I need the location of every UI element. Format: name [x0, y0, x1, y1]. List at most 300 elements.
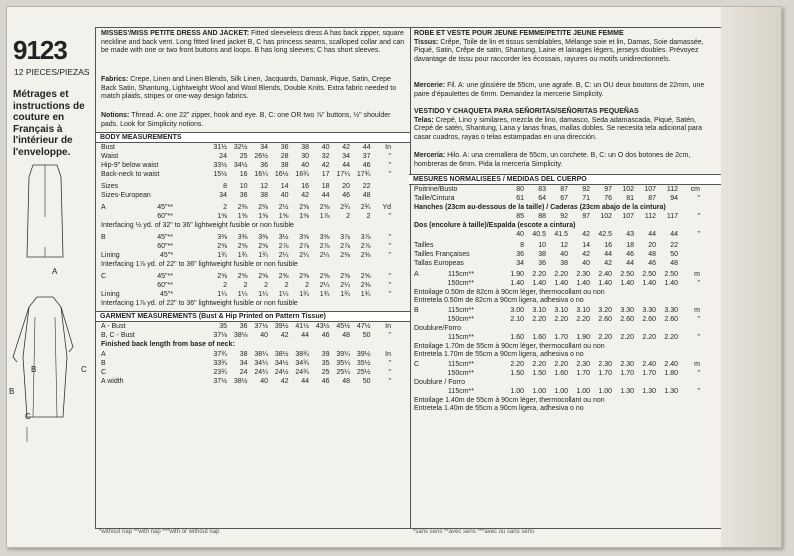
garment-row-label: B, C - Bust — [101, 332, 135, 339]
yardage-a-row-value: 2⅝ — [299, 204, 309, 211]
garment-row-value: 39½ — [274, 323, 289, 330]
yardage-c-row-value: 2⅝ — [340, 273, 350, 280]
garment-back-views — [7, 157, 95, 477]
interfacing-b: Interfacing 1⅞ yd. of 22" to 36" lightweight fusible or non fusible — [101, 261, 298, 268]
yardage-c-row-value: 1¾ — [299, 291, 309, 298]
fr-b-row-label: Doublure/Forro — [414, 325, 462, 332]
merceria-label: Mercería: — [414, 152, 446, 159]
length-row-value: 34 — [239, 360, 248, 367]
yardage-a-row — [101, 213, 401, 221]
tailles-row-value: 14 — [582, 242, 590, 249]
fr-b-row-value: 2.60 — [642, 316, 656, 323]
length-row-value: 24 — [239, 369, 248, 376]
fr-a-row-value: 2.50 — [664, 271, 678, 278]
hanches-row-value: 112 — [644, 213, 656, 220]
pattern-number: 9123 — [13, 35, 67, 65]
body-row-value: In — [385, 144, 391, 151]
yardage-a-row-value: 1⅝ — [258, 213, 268, 220]
figure-label-b2: B — [9, 387, 15, 396]
body-row-value: 32 — [321, 153, 330, 160]
yardage-b-row-value: 2¼ — [278, 252, 289, 259]
description — [101, 30, 405, 56]
length-row-value: 38¼ — [254, 351, 268, 358]
yardage-a-row-value: 2⅜ — [258, 204, 268, 211]
length-row-value: 39 — [321, 351, 330, 358]
length-row-value: 38¾ — [295, 351, 309, 358]
yardage-a-row-value: 2 — [346, 213, 350, 220]
mesures-header: MESURES NORMALISEES / MEDIDAS DEL CUERPO — [409, 174, 721, 185]
notions-text: Thread. A: one 22" zipper, hook and eye. B, C: one OR two ⅞" buttons, ½" shoulder pads. Look for Simplicity notions. — [101, 112, 391, 128]
body-row — [101, 162, 401, 170]
yardage-b-row-value: 2⅝ — [237, 243, 248, 250]
yardage-b-row-value: 3⅜ — [258, 234, 268, 241]
fr-b-row-value: 1.60 — [510, 334, 524, 341]
tallas-row-value: 46 — [648, 260, 656, 267]
fr-c-row-value: 1.70 — [620, 370, 634, 377]
fr-b-row-width: 115cm** — [448, 307, 474, 314]
tailles-fr-row-value: 36 — [516, 251, 524, 258]
tailles-fr-row — [414, 251, 714, 259]
garment-row-value: 36 — [239, 323, 248, 330]
yardage-c-row — [101, 291, 401, 299]
length-row-value: 38½ — [233, 378, 248, 385]
hanches-row-value: 117 — [666, 213, 678, 220]
yardage-c-row-value: 2⅝ — [258, 273, 268, 280]
tailles-fr-row-value: 46 — [626, 251, 634, 258]
yardage-b-row-value: 1¾ — [217, 252, 227, 259]
tissus-label: Tissus: — [414, 38, 439, 46]
length-row-value: 25 — [321, 369, 330, 376]
yardage-b-row-value: " — [388, 234, 391, 241]
fr-a-row — [414, 280, 714, 288]
fabrics — [101, 76, 405, 102]
fr-c-row-value: 1.80 — [664, 370, 678, 377]
sizes-eu-row-value: 44 — [321, 192, 330, 199]
fabrics-text: Crepe, Linen and Linen Blends, Silk Linen, Jacquards, Damask, Pique, Satin, Crepe Back Satin, Shantung, Lightweight Wool and Wool Blends, Double Knits. Extra fabric needed to match plaids, stripes or one-way design fabrics. — [101, 76, 397, 101]
tailles-row-value: 18 — [626, 242, 634, 249]
sizes-row-value: 8 — [223, 183, 227, 190]
yardage-c-row-value: 2¼ — [319, 282, 330, 289]
fr-c-row-value: 1.60 — [554, 370, 568, 377]
length-row-value: 50 — [362, 378, 371, 385]
body-row — [101, 153, 401, 161]
fr-a-entretela: Entretela 0.50m de 82cm a 90cm ligera, adhesiva o no — [414, 297, 584, 304]
yardage-b-row-value: " — [388, 243, 391, 250]
sizes-eu-row-value: 46 — [342, 192, 350, 199]
fr-c-row-width: 115cm** — [448, 361, 474, 368]
fr-a-row — [414, 271, 714, 279]
yardage-c-row-value: " — [388, 291, 391, 298]
fr-c-row-value: 1.50 — [532, 370, 546, 377]
fr-a-row-value: 1.40 — [620, 280, 634, 287]
fr-c-row-value: " — [697, 388, 700, 395]
yardage-c-row — [101, 273, 401, 281]
length-row-value: 34½ — [274, 360, 289, 367]
notions-label: Notions: — [101, 112, 130, 119]
yardage-c-row-value: " — [388, 273, 391, 280]
fr-c-row-value: 1.30 — [620, 388, 634, 395]
body-row-value: 46 — [362, 162, 371, 169]
fr-a-row-value: " — [697, 280, 700, 287]
length-row-value: " — [388, 360, 391, 367]
yardage-b-row-value: 3⅝ — [299, 234, 309, 241]
fr-b-row-value: 3.10 — [554, 307, 568, 314]
fr-a-row-value: 1.90 — [510, 271, 524, 278]
body-row-value: 36 — [280, 144, 289, 151]
fr-c-row-value: 2.30 — [620, 361, 634, 368]
yardage-b-row-value: 3½ — [278, 234, 289, 241]
length-row-value: 25½ — [356, 369, 371, 376]
mesures-row — [414, 186, 714, 194]
yardage-b-row-value: 3⅞ — [340, 234, 350, 241]
fr-b-row-value: 1.70 — [554, 334, 568, 341]
fr-c-row-value: 2.40 — [664, 361, 678, 368]
fr-b-row-width: 150cm** — [447, 316, 474, 323]
length-row-label: B — [101, 360, 106, 367]
yardage-a-row-value: 2½ — [278, 204, 289, 211]
tallas-row-value: 36 — [538, 260, 546, 267]
length-row-value: 23¾ — [213, 369, 227, 376]
yardage-c-row-width: 45"* — [160, 291, 173, 298]
yardage-c-row-value: 1¼ — [237, 291, 248, 298]
body-row-value: 44 — [342, 162, 350, 169]
yardage-a-row-value: Yd — [382, 204, 391, 211]
dos-row-value: 43 — [626, 231, 634, 238]
sizes-eu-row — [101, 192, 401, 200]
length-row-value: 35¼ — [336, 360, 350, 367]
fr-description — [414, 30, 716, 64]
garment-row-value: 50 — [362, 332, 371, 339]
garment-row-value: 35 — [219, 323, 227, 330]
yardage-b-row-value: 3⅜ — [237, 234, 248, 241]
yardage-a-row-value: 2⅜ — [237, 204, 248, 211]
yardage-b-row-value: 2⅞ — [340, 243, 350, 250]
garment-row-value: 43½ — [315, 323, 330, 330]
yardage-c-row-value: 2⅝ — [360, 273, 371, 280]
mesures-row-value: cm — [690, 186, 700, 193]
body-row-value: " — [388, 153, 391, 160]
yardage-a-row — [101, 204, 401, 212]
fr-c-row-value: 2.20 — [532, 361, 546, 368]
footnotes — [95, 529, 721, 543]
garment-row-value: In — [385, 323, 391, 330]
yardage-c-row-width: 60"** — [157, 282, 173, 289]
tissus-text: Crêpe, Toile de lin et tissus semblables, Mélange soie et lin, Damas, Soie damassée, Piqué, Satin, Crêpe de satin, Shantung, Laine et lainages légers, jerseys doubles. Prévoyez davantage de tissu pour raccorder les écossais, rayures ou motifs unidirectionnels. — [414, 38, 704, 63]
body-row-value: 32½ — [233, 144, 248, 151]
body-row-value: 17 — [321, 171, 330, 178]
description-title: MISSES'/MISS PETITE DRESS AND JACKET: — [101, 30, 250, 37]
tallas-row-value: 42 — [604, 260, 612, 267]
yardage-c-row-value: 2 — [223, 282, 227, 289]
tailles-fr-row-value: 38 — [538, 251, 546, 258]
garment-row-value: 40 — [260, 332, 268, 339]
sizes-row-value: 22 — [362, 183, 371, 190]
description-text: Fitted sleeveless dress A has back zipper, square neckline and back vent. Long fitted lined jacket B, C has princess seams, scalloped collar and can be made with one or two front buttons and loops. B has long sleeves; C has short sleeves. — [101, 30, 405, 55]
yardage-c-row-label: Lining — [101, 291, 120, 298]
yardage-b-row-value: 3⅝ — [319, 234, 330, 241]
fr-a-row-value: 1.40 — [664, 280, 678, 287]
length-row-value: 44 — [301, 378, 309, 385]
tallas-row-label: Tallas Europeas — [414, 260, 464, 267]
dos-row-value: " — [697, 231, 700, 238]
body-row-value: 28 — [280, 153, 289, 160]
body-row-value: 16½ — [274, 171, 289, 178]
sizes-eu-row-value: 36 — [239, 192, 248, 199]
body-row-value: 34 — [260, 144, 268, 151]
fr-a-row-value: 1.40 — [510, 280, 524, 287]
mesures-row-value: 112 — [666, 186, 678, 193]
fr-b-row-value: 2.20 — [576, 316, 590, 323]
length-row-value: 34¼ — [254, 360, 268, 367]
merceria — [414, 152, 716, 169]
fr-c-row-value: 1.70 — [598, 370, 612, 377]
fr-b-row-value: 1.60 — [532, 334, 546, 341]
yardage-b-row-value: " — [388, 252, 391, 259]
mesures-row-value: 81 — [626, 195, 634, 202]
tailles-fr-row-value: 44 — [604, 251, 612, 258]
yardage-c-row-value: 2 — [243, 282, 248, 289]
hanches-row-value: 88 — [538, 213, 546, 220]
fr-b-row — [414, 316, 714, 324]
yardage-c-row-value: 1¼ — [278, 291, 289, 298]
hanches-row-value: 85 — [516, 213, 524, 220]
length-row-value: 34¾ — [295, 360, 309, 367]
fr-c-entretela: Entretela 1.40m de 55cm a 90cm ligera, adhesiva o no — [414, 405, 584, 412]
yardage-b-row-value: 2¼ — [299, 252, 309, 259]
fr-b-row-value: 3.10 — [576, 307, 590, 314]
fr-b-entretela: Entretela 1.70m de 55cm a 90cm ligera, adhesiva o no — [414, 351, 584, 358]
tallas-row-value: 40 — [582, 260, 590, 267]
telas-text: Crepé, Lino y similares, mezcla de lino, damasco, Seda adamascada, Piqué, Satén, Crepé de satén, Shantung, Lana y lanas finas, mallas dobles. Se necesita tela adicional para casar cuadros, rayas o telas estampadas en una dirección. — [414, 116, 702, 141]
sizes-row-value: 20 — [342, 183, 350, 190]
merceria-text: Hilo. A: una cremallera de 55cm, un corchete. B, C: un O dos botones de 2cm, hombreras de 6mm. Pida la mercería Simplicity. — [414, 152, 691, 168]
yardage-b-row-value: 2⅝ — [217, 243, 227, 250]
fr-a-row-value: 2.20 — [532, 271, 546, 278]
sizes-eu-row-value: 38 — [260, 192, 268, 199]
fr-c-entoilage: Entoilage 1.40m de 55cm à 90cm léger, thermocollant ou non — [414, 397, 605, 404]
figure-label-c2: C — [25, 412, 31, 421]
left-column — [7, 7, 95, 547]
yardage-b-row — [101, 252, 401, 260]
envelope-edge — [721, 7, 781, 547]
fr-c-row-value: m — [694, 361, 700, 368]
fr-b-row-value: 2.60 — [664, 316, 678, 323]
fr-c-row-value: 1.70 — [642, 370, 656, 377]
garment-row-value: " — [388, 332, 391, 339]
telas-label: Telas: — [414, 116, 434, 124]
fr-c-row-width: 150cm** — [447, 370, 474, 377]
tailles-row-value: 10 — [538, 242, 546, 249]
length-row-value: 24¼ — [254, 369, 268, 376]
sizes-row-value: 16 — [301, 183, 309, 190]
garment-row-value: 44 — [301, 332, 309, 339]
es-description — [414, 108, 716, 142]
length-row-value: 46 — [321, 378, 330, 385]
dos-row-value: 44 — [648, 231, 656, 238]
sizes-eu-row-label: Sizes-European — [101, 192, 151, 199]
fr-b-row-value: 1.90 — [576, 334, 590, 341]
body-row-value: 33½ — [213, 162, 227, 169]
fr-b-row — [414, 325, 714, 333]
mesures-row-label: Poitrine/Busto — [414, 186, 458, 193]
fr-c-row-value: 2.40 — [642, 361, 656, 368]
fr-b-row-value: 2.20 — [664, 334, 678, 341]
mesures-row-value: 94 — [670, 195, 678, 202]
fr-b-row-value: 3.30 — [642, 307, 656, 314]
fr-c-row — [414, 388, 714, 396]
tailles-row-value: 16 — [604, 242, 612, 249]
yardage-a-row-value: 1⅝ — [217, 213, 227, 220]
mercerie-label: Mercerie: — [414, 82, 446, 89]
length-row-value: 37¾ — [213, 351, 227, 358]
fr-c-row-value: 2.30 — [576, 361, 590, 368]
fr-c-row — [414, 370, 714, 378]
mercerie — [414, 82, 716, 99]
yardage-b-row-value: 2⅞ — [360, 243, 371, 250]
sizes-row-value: 18 — [321, 183, 330, 190]
yardage-c-row-value: 2⅝ — [217, 273, 227, 280]
body-row-value: 30 — [301, 153, 309, 160]
hanches-row-value: 102 — [600, 213, 612, 220]
interfacing-c: Interfacing 1⅞ yd. of 22" to 36" lightweight fusible or non fusible — [101, 300, 298, 307]
yardage-a-row-value: 1⅝ — [299, 213, 309, 220]
fr-c-row-value: 1.00 — [532, 388, 546, 395]
tallas-row — [414, 260, 714, 268]
garment-row-value: 48 — [342, 332, 350, 339]
yardage-a-row-value: 2 — [366, 213, 371, 220]
yardage-b-row-value: 1¾ — [237, 252, 248, 259]
garment-row-value: 41½ — [295, 323, 309, 330]
yardage-c-row-value: 2⅝ — [319, 273, 330, 280]
fr-a-row-value: 2.50 — [620, 271, 634, 278]
fr-c-row-value: 1.50 — [510, 370, 524, 377]
garment-row-value: 38⅛ — [233, 332, 248, 339]
yardage-b-row-width: 45"* — [160, 252, 173, 259]
garment-row-value: 42 — [280, 332, 289, 339]
sizes-row-value: 14 — [280, 183, 289, 190]
tailles-row-value: 22 — [670, 242, 678, 249]
body-row-value: 16 — [239, 171, 248, 178]
garment-row-value: 46 — [321, 332, 330, 339]
yardage-b-row-value: 3⅞ — [360, 234, 371, 241]
yardage-a-row-width: 60"** — [157, 213, 173, 220]
hanches-label: Hanches (23cm au-dessous de la taille) / Caderas (23cm abajo de la cintura) — [414, 204, 666, 211]
dos-row-value: 40.5 — [532, 231, 546, 238]
yardage-a-row-value: " — [388, 213, 391, 220]
fr-b-row-value: 3.10 — [532, 307, 546, 314]
yardage-b-row-value: 2⅝ — [258, 243, 268, 250]
tailles-fr-row-value: 50 — [670, 251, 678, 258]
back-length-label: Finished back length from base of neck: — [101, 341, 235, 348]
fr-c-row-value: 1.00 — [554, 388, 568, 395]
dos-row-value: 40 — [516, 231, 524, 238]
fr-c-row-label: C — [414, 361, 420, 368]
yardage-c-row-label: C — [101, 273, 107, 280]
body-row-value: 17¼ — [336, 171, 350, 178]
fr-a-row-value: 2.40 — [598, 271, 612, 278]
figure-label-b: B — [31, 365, 37, 374]
tailles-row-value: 8 — [520, 242, 524, 249]
tailles-fr-row-value: 42 — [582, 251, 590, 258]
fr-a-row-value: 2.20 — [554, 271, 568, 278]
fr-a-row-width: 150cm** — [447, 280, 474, 287]
tallas-row-value: 34 — [516, 260, 524, 267]
length-row-value: 39¼ — [336, 351, 350, 358]
yardage-c-row-value: 2 — [305, 282, 309, 289]
yardage-b-row-value: 2⅜ — [340, 252, 350, 259]
english-column — [95, 27, 411, 529]
body-row-value: 42 — [342, 144, 350, 151]
hanches-row-value: 97 — [582, 213, 590, 220]
length-row-value: 38 — [239, 351, 248, 358]
yardage-b-row-width: 60"** — [157, 243, 173, 250]
garment-measurements-header: GARMENT MEASUREMENTS (Bust & Hip Printed on Pattern Tissue) — [96, 311, 410, 322]
length-row — [101, 378, 401, 386]
yardage-c-row-value: 2⅝ — [278, 273, 289, 280]
yardage-b-row-value: 2⅞ — [319, 243, 330, 250]
notions — [101, 112, 405, 129]
yardage-c-row-value: 2 — [264, 282, 268, 289]
length-row-value: 37½ — [213, 378, 227, 385]
en-footnote: *without nap **with nap ***with or without nap — [99, 529, 220, 535]
mesures-row-value: 107 — [644, 186, 656, 193]
yardage-b-row-width: 45"** — [157, 234, 173, 241]
yardage-b-row-value: 2¼ — [319, 252, 330, 259]
yardage-c-row-value: 1¾ — [360, 291, 371, 298]
length-row-value: 42 — [280, 378, 289, 385]
mercerie-text: Fil. A: une glissière de 55cm, une agrafe. B, C: un OU deux boutons de 22mm, une paire d'épaulettes de 6mm. Demandez la mercerie Simplicity. — [414, 82, 705, 98]
length-row — [101, 351, 401, 359]
fr-a-row-value: 1.40 — [576, 280, 590, 287]
length-row-label: A width — [101, 378, 124, 385]
length-row-value: 48 — [342, 378, 350, 385]
yardage-c-row-value: 1¾ — [340, 291, 350, 298]
french-instructions-note: Métrages et instructions de couture en Français à l'intérieur de l'enveloppe. — [13, 89, 85, 158]
fr-b-row-value: " — [697, 334, 700, 341]
body-row-value: " — [388, 171, 391, 178]
dos-row — [414, 231, 714, 239]
length-row-value: In — [385, 351, 391, 358]
length-row-value: " — [388, 369, 391, 376]
sizes-eu-row-value: 42 — [301, 192, 309, 199]
dos-label: Dos (encolure à taille)/Espalda (escote a cintura) — [414, 222, 576, 229]
body-row-value: 38 — [301, 144, 309, 151]
tailles-fr-row-value: 40 — [560, 251, 568, 258]
interfacing-a: Interfacing ½ yd. of 32" to 36" lightweight fusible or non fusible — [101, 222, 294, 229]
tailles-row-value: 20 — [648, 242, 656, 249]
length-row-value: 25¼ — [336, 369, 350, 376]
yardage-c-row-value: 2⅝ — [237, 273, 248, 280]
body-row-value: 44 — [362, 144, 371, 151]
fr-c-row-value: 2.20 — [510, 361, 524, 368]
mesures-row-value: 87 — [560, 186, 568, 193]
mesures-row-value: 87 — [648, 195, 656, 202]
tailles-fr-row-value: 48 — [648, 251, 656, 258]
mesures-row-label: Taille/Cintura — [414, 195, 455, 202]
mesures-row-value: " — [697, 195, 700, 202]
garment-row-value: 45½ — [336, 323, 350, 330]
mesures-row-value: 97 — [604, 186, 612, 193]
fr-c-row-value: 2.30 — [598, 361, 612, 368]
yardage-b-row — [101, 234, 401, 242]
body-row-value: 24 — [219, 153, 227, 160]
sizes-eu-row-value: 48 — [362, 192, 371, 199]
mesures-row-value: 61 — [516, 195, 524, 202]
fr-footnote: *sans sens **avec sens ***avec ou sans sens — [413, 529, 535, 535]
tallas-row-value: 44 — [626, 260, 634, 267]
yardage-c-row-value: 2⅜ — [360, 282, 371, 289]
fr-b-row-value: 2.60 — [620, 316, 634, 323]
